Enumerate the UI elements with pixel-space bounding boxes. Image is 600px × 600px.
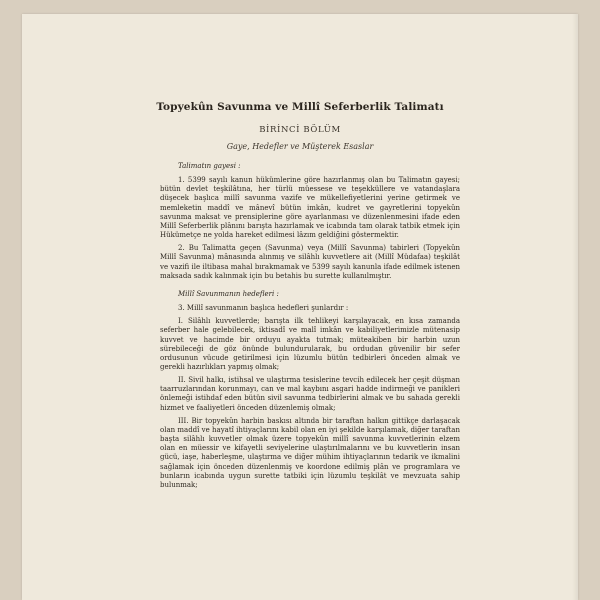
- section-heading-purpose: Talimatın gayesi :: [178, 162, 241, 170]
- paragraph-2: 2. Bu Talimatta geçen (Savunma) veya (Millî Savunma) tabirleri (Topyekûn Millî Savunma) mânasında alınmış ve silâhlı kuvvetlere ait (Millî Müdafaa) teşkilât ve vazifi ile iltibasa mahal bırakmamak ve 5399 sayılı kanunla ifade edilmek istenen maksada sadık kalınmak için bu betahis bu surette kullanılmıştır.: [160, 244, 460, 280]
- chapter-heading: BİRİNCİ BÖLÜM: [259, 125, 341, 135]
- document-page: [22, 14, 578, 600]
- chapter-subtitle: Gaye, Hedefler ve Müşterek Esaslar: [226, 142, 374, 151]
- objective-2: II. Sivil halkı, istihsal ve ulaştırma tesislerine tevcih edilecek her çeşit düşman taarruzlarından korunmayı, can ve mal kaybını asgari hadde indirmeği ve panikleri önlemeği istihdaf eden bütün sivil savunma tedbirlerini almak ve bu sahada gerekli hizmet ve faaliyetleri önceden düzenlemiş olmak;: [160, 376, 460, 412]
- objective-3: III. Bir topyekûn harbin baskısı altında bir taraftan halkın gittikçe darlaşacak olan maddî ve hayatî ihtiyaçlarını kabil olan en iyi şekilde karşılamak, diğer taraftan başta silâhlı kuvvetler olmak üzere topyekûn millî savunma kuvvetlerinin elzem olan en müessir ve kifayetli seviyelerine ulaştırılmalarını ve bu kuvvetlerin insan gücü, iaşe, haberleşme, ulaştırma ve diğer mühim ihtiyaçlarının tedarik ve ikmalini sağlamak için önceden düzenlenmiş ve koordone edilmiş plân ve programlara ve bunların icabında uygun surette tatbiki için lüzumlu teşkilât ve mevzuata sahip bulunmak;: [160, 416, 460, 489]
- document-body: [160, 162, 460, 494]
- objective-1: I. Silâhlı kuvvetlerde; barışta ilk tehlikeyi karşılayacak, en kısa zamanda seferber hale gelebilecek, iktisadî ve malî imkân ve kabiliyetlerimizle mütenasip kuvvet ve hacimde bir orduyu ayakta tutmak; müteakiben bir harbin uzun sürebileceği de göz önünde bulundurularak, bu ordudan güvenilir bir sefer ordusunun vücude getirilmesi için lüzumlu bütün tedbirleri önceden almak ve gerekli hazırlıkları yapmış olmak;: [160, 317, 460, 371]
- document-title: Topyekûn Savunma ve Millî Seferberlik Talimatı: [156, 101, 444, 113]
- section-heading-objectives: Millî Savunmanın hedefleri :: [178, 289, 279, 298]
- paragraph-1: 1. 5399 sayılı kanun hükümlerine göre hazırlanmış olan bu Talimatın gayesi; bütün devlet teşkilâtına, her türlü müessese ve teşekküllere ve vatandaşlara düşecek başlıca millî savunma vazife ve mükellefiyetlerini yerine getirmek ve memleketin maddî ve mânevî bütün imkân, kudret ve gayretlerini topyekûn savunma maksat ve prensiplerine göre ayarlanması ve düzenlenmesini ifade eden Millî Seferberlik plânını barışta hazırlamak ve icabında tam olarak tatbik etmek için Hükümetçe ne yolda hareket edilmesi lâzım geldiğini göstermektir.: [160, 176, 460, 240]
- paragraph-3: 3. Millî savunmanın başlıca hedefleri şunlardır :: [178, 304, 349, 313]
